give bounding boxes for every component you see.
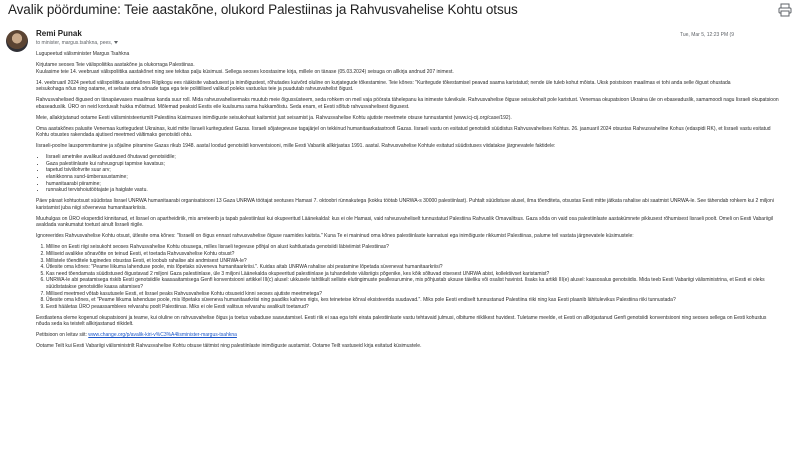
questions-list xyxy=(36,244,800,310)
petition-label: Petitsioon on leitav siit: xyxy=(36,332,87,339)
message-body xyxy=(36,51,800,350)
paragraph-line: avaldada vankumatut toetust ainult Iisraeli riigile. xyxy=(36,222,144,229)
paragraph-line: Muuhulgas on ÜRO eksperdid kinnitanud, et Iisrael on apartheidiriik, mis arreteerib ja tapab palestiinlasi kui okupeeritud Läänekaldal: kus ei ole Hamasi, vaid rahvusvaheliselt tunnustatud Palestiina Rahvuslik Omavalitsus. Gaza sõda on vaid osa palestiinlaste aastakümnete pikkusest rõhumisest Iisraeli poolt. Omeli on Eesti Vabariigil xyxy=(36,215,773,222)
paragraph-line: Eestlastena oleme kogenud okupatsiooni ja teame, kui oluline on rahvusvahelise õigus ja toetus vabaduse saavutamisel. Eesti riik ei saa ega tohi eirata palestiinlaste vastu tehtavaid julmusi, olbitume riiklikest huvidest. Tuletame meelde, et Eesti on allkirjastanud Genfi genotsiidi konventsiooni ning seoses sellega on Eesti kohustus xyxy=(36,314,767,321)
paragraph-line: Meie, allakirjutanud ootame Eesti välisministeeriumilt Palestiina küsimuses inimõiguste seisukohast kaitsmist just seisamist ja. Rahvusvahelise Kohtu ajutiste meetmete otsuse tunnustamist (www.icj-cij.org/case/192). xyxy=(36,114,512,121)
list-item: • elanikkonna sund-ümberasustamine; xyxy=(46,174,800,181)
list-item: 8. Ütlesite oma kõnes, et "Peame liikuma lahenduse poole, mis lõpetaks süveneva humanitaarkriisi ning paadiks kahnes riigis, kes teineteise kõrval eksisteerida suudavad.". Miks pole Eesti endiselt tunnustanud Palestiina riiki ning kas Eesti plaanib lähitulevikus Palestiina riiki tunnustada? xyxy=(46,297,800,304)
paragraph-line: Kohtu otsustes rakendada ajutised meetmed vältimaks genotsiidi ohtu. xyxy=(36,132,193,139)
list-item: 4. Ütlesite oma kõnes: "Peame liikuma lahenduse poole, mis lõpetaks süveneva humanitaarkriisi.". Kuidas aitab UNRWA rahalise abi peatamine lõpetada süvenevat humanitaarkriisi? xyxy=(46,264,800,271)
paragraph-line: Ootame Teilt kui Eesti Vabariigi välisministrilt Rahvusvahelise Kohtu otsuse täitmist ning palestiinlaste inimõiguste austamist. Ootame Teilt vastuseid kirja esitatud küsimustele. xyxy=(36,343,422,350)
sender-name[interactable]: Remi Punak xyxy=(36,29,82,38)
list-item: 2. Milliseid avalikke sõnavõtte on teinud Eesti, et toetada Rahvusvahelise Kohtu otsust? xyxy=(46,251,800,258)
paragraph-line: Oma aastakõnes palusite Venemaa kuritegudest Ukrainas, kuid mitte Iisraeli kuritegudest Gazas. Iisraeli sõjategevuse tagajärjel on tekkinud humanitaarkatastroofi Gazas. Iisraeli vastu on esitatud genotsiidi süüdistus Rahvusvahelises Kohtus. 26. jaanuaril 2024 otsustas Rahvusvaheline Kohus (edaspidi RK), et Iisraeli vastu esitatud xyxy=(36,125,771,132)
chevron-down-icon[interactable] xyxy=(114,41,118,44)
petition-link[interactable]: www.change.org/p/avalik-kiri-v%C3%A4lisminister-margus-tsahkna xyxy=(88,332,237,339)
list-item: • Gaza palestiinlaste kui rahvusgrupi tapmise kavatsus; xyxy=(46,161,800,168)
paragraph-line: Päev pärast kohtuotsust süüdistas Iisrael UNRWA humanitaarabi organisatsiooni 13 Gaza UNRWA töötajat seotuses Hamasi 7. oktoobri rünnakutega (kokku töötab UNRWA-s 30000 palestiinlast). Puhtalt süüdistuse alusel, ilma tõenditeta, otsustas Eesti mitte jätkata rahalise abi saatmist UNRWA-le. See tähendab rohkem kui 2 miljoni xyxy=(36,198,774,205)
petition-line xyxy=(36,332,800,339)
paragraph-line: karistamist juba niigi sõvenevas humanitaarkriisis. xyxy=(36,204,147,211)
list-item: • tapetud tsiviilohvrite suur arv; xyxy=(46,167,800,174)
paragraph-line: Ignoreerides Rahvusvahelise Kohtu otsust, ütlesite oma kõnes: "Iisraelil on õigus ennast rahvusvahelise õiguse raamides kaitsta." Kuna Te ei maininud oma kõnes palestiinlaste kannatusi ega inimõiguste rikkumist Palestiinas, palume teil vastata järgnevatele küsimustele: xyxy=(36,233,634,240)
facts-list xyxy=(36,154,800,194)
list-item: 9. Eesti hääletas ÜRO peaassamblees relvarahu poolt Palestiinas. Miks ei ole Eesti valitsus relvarahu avalikult toetanud? xyxy=(46,304,800,311)
print-icon[interactable] xyxy=(778,3,792,17)
list-item: • Iisraeli ametnike avalikud avaldused õhutavad genotsiidile; xyxy=(46,154,800,161)
message-date: Tue, Mar 5, 12:23 PM (9 xyxy=(680,32,735,38)
list-item: 6. UNRWA-le abi peatamisega riskib Eesti genotsiidile kaasaaitamisega Genfi konventsiooni artikkel III(c) alusel: ukkusele tahtlikult selliste elutingimuste peallesurumine, mis põhjustab uksuse täieliku või osalist havinist. Ilsaks ka artikli III(e) alusel: kaasosalus genotsiidis. Mida teeb Eesti Vabariigi välisministrina, et Eesti ei oleks xyxy=(46,277,800,284)
list-item: 5. Kas need tõendamata süüdistused õigustavad 2 miljoni Gaza palestiinlase, üle 3 miljoni Läänekalda okupeeritud palestiinlase ja tuhandeliste välisriigis põgenike, kes kõik sõltuvad otsesest UNRWA abist, kollektiivset karistamist? xyxy=(46,271,800,278)
list-item: • runnakud tervishoiutöötajate ja haiglate vastu. xyxy=(46,187,800,194)
recipients[interactable]: to minister, margus.tsahkna, pees, xyxy=(36,40,118,46)
paragraph-line: seisukohaga nõus ning oatame, et selsate oma sõnade taga ega teie poliitilised valikud poleks vastuolus teie ja puudutab rahvusvahelist õigust. xyxy=(36,86,354,93)
list-item: 1. Milline on Eesti riigi seisukoht seoses Rahvusvahelise Kohtu otsusega, milles Iisraeli tegevuse põhjal on alust kahtlustada genotsiidi läbiviimist Palestiinas? xyxy=(46,244,800,251)
list-item: 3. Millistele tõenditele tuginedes otsustas Eesti, et loobub rahalise abi andmisest UNRWA-le? xyxy=(46,258,800,265)
email-subject: Avalik pöördumine: Teie aastakõne, olukord Palestiinas ja Rahvusvahelise Kohtu otsus xyxy=(8,2,518,17)
list-item: 7. Millised meetmed võtab kasutusele Eesti, et Iisrael peaks Rahvusvahelise Kohtu otsuseid kinni seoses ajutiste meetmetega? xyxy=(46,291,800,298)
paragraph-line: Rahvusvahelised õigused on tänapäevases maailmas kanda suur roll. Mida rahvusvahelisemaks muutub meie õigussüsteem, seda rohkem on meil vaja pöörata tähelepanu ka inimeste tulevikule. Rahvusvahelise õiguse seisukohalt pole karistust. Venemaa okupatsioon Ukraina üle on ebaseaduslik, samamoodi nagu Iisraeli okupatsioon xyxy=(36,97,779,104)
greeting: Lugupeetud välisminister Margus Tsahkna xyxy=(36,51,130,57)
paragraph-line: Kuulasime teie 14. veebruari välispoliitika aastakõnet ning see tekitas palju küsimusi. Sellega seoses koostasime kirja, millele on tänase (05.03.2024) seisuga on allkirja andnud 207 inimest. xyxy=(36,68,454,75)
paragraph-line: Iisraeli-poolne lauspommitamine ja sõjaline piiramine Gazas rikub 1948. aastal loodud genotsiidi konventsiooni, mille Eesti Vabariik allkirjastas 1991. aastal. Rahvusvahelise Kohtule esitatud süüdistuses viidatakse järgnevatele faktidele: xyxy=(36,143,556,150)
paragraph-line: 14. veebruaril 2024 peetud välispoliitika aastakõnes Riigikogu ees rääkisite vabadusest ja inimõigustest, rõhutades kuivõrd oluline on kurjategude tõkestamine. Teie kõnes: "Kuritegude tõkestamisel peavad saama karistatud; nende üle tuleb kohut mõista. Uksk poistsioon maailmas ei tohi anda selle õigust ohustada xyxy=(36,79,731,86)
paragraph-line: Kirjutame seoses Teie välispoliitika aastakõne ja olukorraga Palestiinas. xyxy=(36,61,195,68)
paragraph-line: ebaseaduslik. ÜRO on neid korduvalt hukka mõistnud. Mõlemad peaksid Eestis eile kuulsuma sama hukkamõistu. Seda enam, et Eesti sõltub rahvusvahelisest õigusest. xyxy=(36,103,410,110)
avatar[interactable] xyxy=(6,30,28,52)
list-item: • humanitaarabi piiramine; xyxy=(46,181,800,188)
paragraph-line: nõuda seda ka teistelt allkirjastanud riikidelt. xyxy=(36,321,134,328)
list-item-continuation: süüdistatakse genotsiidile kaasa aitamises? xyxy=(46,283,143,290)
